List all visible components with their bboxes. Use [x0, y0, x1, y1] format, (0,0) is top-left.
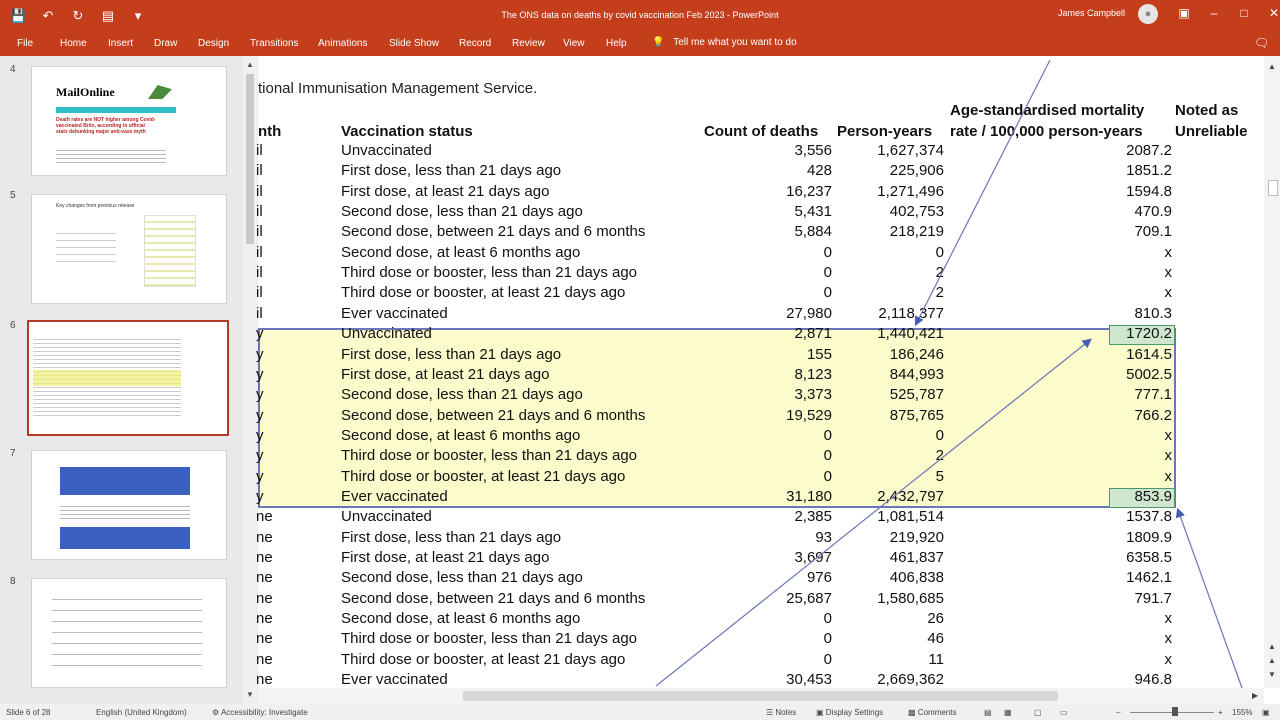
cell-deaths: 976	[806, 569, 832, 587]
comments-label: Comments	[917, 708, 957, 717]
cell-month: ne	[256, 528, 273, 546]
cell-person-years: 461,837	[889, 549, 944, 566]
arrow-line	[1178, 510, 1242, 688]
scroll-thumb[interactable]	[246, 74, 254, 244]
window-controls	[1176, 6, 1282, 20]
cell-month: il	[256, 264, 263, 282]
cell-rate: 2087.2	[1126, 142, 1172, 159]
header-vaccination-status: Vaccination status	[341, 123, 473, 140]
slide-thumbnail-pane	[0, 56, 258, 704]
comments-icon: ▩	[908, 708, 916, 717]
thumb-number: 7	[10, 448, 16, 459]
cell-deaths: 155	[806, 345, 832, 363]
notes-button[interactable]	[766, 708, 796, 717]
zoom-level[interactable]: 155%	[1232, 708, 1253, 717]
cell-deaths: 8,123	[794, 365, 832, 383]
cell-person-years: 0	[935, 426, 944, 444]
cell-rate: x	[1164, 264, 1172, 282]
cell-month: y	[256, 487, 264, 505]
cell-month: il	[256, 304, 263, 322]
thumb-text-lines	[52, 589, 202, 669]
close-icon[interactable]: ✕	[1268, 6, 1280, 20]
cell-status: First dose, less than 21 days ago	[341, 528, 562, 546]
cell-deaths: 0	[823, 243, 832, 261]
cell-person-years: 2,432,797	[877, 487, 944, 505]
cell-month: y	[256, 325, 264, 343]
zoom-in-icon[interactable]: +	[1218, 708, 1223, 717]
cell-deaths: 2,385	[794, 508, 832, 526]
cell-rate: 1809.9	[1126, 528, 1172, 546]
cell-rate: 766.2	[1134, 406, 1172, 424]
cell-month: y	[256, 426, 264, 444]
tab-home[interactable]: Home	[60, 38, 87, 49]
slide-canvas[interactable]	[258, 56, 1264, 688]
cell-person-years: 2	[935, 264, 944, 282]
cell-month: ne	[256, 610, 273, 628]
cell-person-years: 1,081,514	[877, 508, 944, 526]
tab-review[interactable]: Review	[512, 38, 545, 49]
restore-icon[interactable]: □	[1240, 6, 1248, 20]
cell-rate: 1614.5	[1126, 345, 1172, 363]
header-rate-line2: rate / 100,000 person-years	[950, 123, 1143, 140]
cell-rate: 1594.8	[1126, 182, 1172, 200]
leaf-graphic	[148, 85, 172, 99]
cell-person-years: 1,580,685	[877, 589, 944, 607]
header-rate-line1: Age-standardised mortality	[950, 102, 1145, 119]
cell-deaths: 0	[823, 264, 832, 282]
arrow-line	[656, 340, 1090, 689]
zoom-out-icon[interactable]: –	[1116, 708, 1121, 717]
notes-label: Notes	[775, 708, 797, 717]
slide-thumbnail-5[interactable]	[31, 194, 227, 304]
cell-rate: 1720.2	[1126, 325, 1172, 343]
thumb-heading: Key changes from previous release	[56, 203, 135, 209]
cell-month: y	[256, 467, 264, 485]
cell-month: y	[256, 365, 264, 383]
cell-status: Second dose, between 21 days and 6 months	[341, 406, 646, 424]
cell-deaths: 0	[823, 467, 832, 485]
comment-icon[interactable]: 🗨	[1254, 36, 1270, 50]
cell-month: ne	[256, 508, 273, 526]
scroll-right-icon[interactable]: ▶	[1252, 691, 1259, 700]
cell-status: Unvaccinated	[341, 142, 432, 159]
cell-status: Ever vaccinated	[341, 487, 448, 505]
header-noted-line2: Unreliable	[1175, 123, 1248, 140]
cell-deaths: 19,529	[786, 406, 832, 424]
cell-status: Second dose, between 21 days and 6 months	[341, 223, 646, 241]
cell-rate: x	[1164, 467, 1172, 485]
scroll-up-icon[interactable]: ▲	[1268, 62, 1276, 71]
cell-rate: 6358.5	[1126, 549, 1172, 566]
cell-status: Second dose, at least 6 months ago	[341, 610, 581, 628]
cell-person-years: 0	[935, 243, 944, 261]
cell-deaths: 31,180	[786, 487, 832, 505]
cell-month: ne	[256, 549, 273, 566]
slide-thumbnail-8[interactable]	[31, 578, 227, 688]
cell-person-years: 402,753	[889, 203, 944, 221]
window-title: The ONS data on deaths by covid vaccination Feb 2023 - PowerPoint	[501, 10, 779, 20]
cell-deaths: 27,980	[786, 304, 832, 322]
cell-month: il	[256, 203, 263, 221]
reading-view-icon[interactable]: ▢	[1034, 708, 1042, 717]
cell-month: y	[256, 345, 264, 363]
cell-deaths: 3,556	[794, 142, 832, 159]
cell-month: il	[256, 223, 263, 241]
cell-rate: x	[1164, 650, 1172, 668]
cell-deaths: 5,431	[794, 203, 832, 221]
cell-month: il	[256, 243, 263, 261]
cell-rate: 853.9	[1134, 487, 1172, 505]
slide-thumbnail-7[interactable]	[31, 450, 227, 560]
thumb-number: 4	[10, 64, 16, 75]
thumb-highlight	[33, 370, 181, 386]
normal-view-icon[interactable]: ▤	[984, 708, 992, 717]
cell-rate: x	[1164, 243, 1172, 261]
tell-me-label: Tell me what you want to do	[673, 37, 797, 48]
cell-month: il	[256, 142, 263, 159]
cell-status: Second dose, at least 6 months ago	[341, 243, 581, 261]
cell-deaths: 16,237	[786, 182, 832, 200]
thumb-table	[144, 215, 196, 287]
cell-status: Third dose or booster, at least 21 days ago	[341, 284, 626, 302]
thumb-table-blue-2	[60, 527, 190, 549]
cell-status: Third dose or booster, less than 21 days ago	[341, 630, 638, 648]
tab-insert[interactable]: Insert	[108, 38, 134, 49]
cell-deaths: 3,373	[794, 386, 832, 404]
cell-month: ne	[256, 671, 273, 689]
status-bar	[0, 704, 1280, 720]
display-settings-button[interactable]	[816, 708, 883, 717]
ribbon-tabs	[0, 32, 1280, 56]
cell-deaths: 30,453	[786, 671, 832, 689]
zoom-slider-thumb[interactable]	[1172, 707, 1178, 716]
comments-button[interactable]	[908, 708, 956, 717]
slide-vertical-scrollbar[interactable]	[1264, 56, 1280, 688]
cell-status: Unvaccinated	[341, 508, 432, 526]
cell-person-years: 1,627,374	[877, 142, 944, 159]
cell-status: Third dose or booster, at least 21 days ago	[341, 650, 626, 668]
cell-deaths: 0	[823, 650, 832, 668]
cell-deaths: 0	[823, 447, 832, 465]
mailonline-logo: MailOnline	[56, 85, 115, 99]
user-name[interactable]: James Campbell	[1058, 8, 1126, 18]
cell-status: Ever vaccinated	[341, 304, 448, 322]
slide-subtitle: tional Immunisation Management Service.	[258, 80, 538, 97]
cell-status: Second dose, between 21 days and 6 months	[341, 589, 646, 607]
tab-design[interactable]: Design	[198, 38, 230, 49]
cell-rate: 791.7	[1134, 589, 1172, 607]
thumbnail-scrollbar[interactable]	[243, 56, 257, 704]
cell-person-years: 2	[935, 284, 944, 302]
cell-deaths: 428	[806, 162, 832, 180]
thumb-table-blue	[60, 467, 190, 495]
cell-deaths: 0	[823, 426, 832, 444]
header-noted-line1: Noted as	[1175, 102, 1239, 119]
slide-counter: Slide 6 of 28	[6, 708, 51, 717]
cell-deaths: 0	[823, 630, 832, 648]
minimize-icon[interactable]: –	[1210, 6, 1218, 20]
cell-person-years: 2,118,377	[878, 304, 944, 322]
slide-sorter-icon[interactable]: ▦	[1004, 708, 1012, 717]
cell-month: il	[256, 182, 263, 200]
slideshow-view-icon[interactable]: ▭	[1060, 708, 1068, 717]
thumb-text-lines	[56, 147, 166, 165]
header-count-of-deaths: Count of deaths	[704, 123, 819, 140]
notes-icon: ☰	[766, 708, 774, 717]
tab-animations[interactable]: Animations	[318, 38, 368, 49]
annotation-arrows	[258, 56, 1264, 688]
cell-rate: x	[1164, 630, 1172, 648]
cell-deaths: 2,871	[794, 325, 832, 343]
cell-person-years: 186,246	[889, 345, 944, 363]
cell-person-years: 525,787	[889, 386, 944, 404]
cell-month: il	[256, 162, 263, 180]
cell-rate: 1462.1	[1126, 569, 1172, 587]
thumb-number: 8	[10, 576, 16, 587]
cell-person-years: 5	[935, 467, 944, 485]
tab-help[interactable]: Help	[606, 38, 627, 49]
ribbon-display-icon[interactable]: ▣	[1178, 6, 1190, 20]
cell-person-years: 46	[927, 630, 944, 648]
cell-month: y	[256, 406, 264, 424]
cell-status: Third dose or booster, less than 21 days ago	[341, 447, 638, 465]
cell-person-years: 1,440,421	[877, 325, 944, 343]
tab-view[interactable]: View	[563, 38, 585, 49]
tab-transitions[interactable]: Transitions	[250, 38, 299, 49]
cell-person-years: 225,906	[889, 162, 944, 180]
accessibility-label: Accessibility: Investigate	[220, 708, 308, 717]
tab-file[interactable]: File	[17, 38, 34, 49]
cell-status: First dose, at least 21 days ago	[341, 365, 550, 383]
cell-person-years: 406,838	[889, 569, 944, 587]
cell-deaths: 0	[823, 610, 832, 628]
slide-thumbnail-6-selected[interactable]	[27, 320, 229, 436]
tell-me-search[interactable]	[652, 37, 797, 48]
thumb-number: 5	[10, 190, 16, 201]
prev-slide-icon[interactable]: ▲	[1268, 656, 1276, 665]
scroll-down-icon[interactable]: ▼	[246, 690, 254, 699]
header-person-years: Person-years	[837, 123, 933, 140]
next-slide-icon[interactable]: ▼	[1268, 670, 1276, 679]
cell-person-years: 11	[928, 650, 944, 668]
cell-status: Second dose, at least 6 months ago	[341, 426, 581, 444]
slide-thumbnail-4[interactable]	[31, 66, 227, 176]
language-indicator[interactable]: English (United Kingdom)	[96, 708, 187, 717]
cell-person-years: 875,765	[889, 406, 944, 424]
thumb-headline: Death rates are NOT higher among Covid-vaccinated Brits, according to official stats debunking major anti-vaxx myth	[56, 117, 156, 135]
cell-rate: 470.9	[1134, 203, 1172, 221]
redo-icon[interactable]: ↻	[72, 8, 84, 23]
cell-deaths: 3,697	[794, 549, 832, 566]
cell-month: ne	[256, 569, 273, 587]
tab-slide-show[interactable]: Slide Show	[389, 38, 440, 49]
accessibility-status[interactable]	[212, 708, 308, 717]
present-icon[interactable]: ▤	[101, 8, 115, 23]
display-label: Display Settings	[825, 708, 884, 717]
cell-month: y	[256, 447, 264, 465]
cell-rate: 5002.5	[1126, 365, 1172, 383]
cell-month: il	[256, 284, 263, 302]
undo-icon[interactable]: ↶	[42, 8, 54, 23]
fit-slide-icon[interactable]: ▣	[1262, 708, 1270, 717]
cell-rate: 777.1	[1134, 386, 1172, 404]
title-bar	[0, 0, 1280, 32]
cell-person-years: 218,219	[889, 223, 944, 241]
thumb-bar	[56, 107, 176, 113]
cell-status: Second dose, less than 21 days ago	[341, 569, 583, 587]
cell-rate: x	[1164, 610, 1172, 628]
arrow-line	[916, 60, 1050, 324]
scroll-up-icon[interactable]: ▲	[246, 60, 254, 69]
cell-status: Second dose, less than 21 days ago	[341, 203, 583, 221]
cell-person-years: 219,920	[889, 528, 944, 546]
cell-rate: x	[1164, 447, 1172, 465]
cell-month: ne	[256, 650, 273, 668]
cell-rate: 946.8	[1134, 671, 1172, 689]
scroll-up-icon[interactable]: ▲	[1268, 642, 1276, 651]
cell-deaths: 25,687	[786, 589, 832, 607]
cell-person-years: 26	[927, 610, 944, 628]
cell-status: First dose, at least 21 days ago	[341, 549, 550, 566]
customize-icon[interactable]: ▾	[134, 8, 142, 23]
cell-rate: x	[1164, 426, 1172, 444]
cell-person-years: 844,993	[889, 365, 944, 383]
tab-record[interactable]: Record	[459, 38, 492, 49]
display-icon: ▣	[816, 708, 824, 717]
save-icon[interactable]: 💾	[10, 8, 27, 23]
cell-deaths: 5,884	[794, 223, 832, 241]
cell-status: Third dose or booster, less than 21 days ago	[341, 264, 638, 282]
cell-status: Unvaccinated	[341, 325, 432, 343]
lightbulb-icon: 💡	[652, 37, 665, 48]
scroll-thumb[interactable]	[463, 691, 1058, 701]
cell-status: Ever vaccinated	[341, 671, 448, 689]
scroll-thumb[interactable]	[1268, 180, 1278, 196]
cell-month: ne	[256, 589, 273, 607]
cell-status: Third dose or booster, at least 21 days ago	[341, 467, 626, 485]
cell-person-years: 1,271,496	[877, 182, 944, 200]
cell-status: Second dose, less than 21 days ago	[341, 386, 583, 404]
cell-person-years: 2	[935, 447, 944, 465]
tab-draw[interactable]: Draw	[154, 38, 178, 49]
cell-rate: x	[1164, 284, 1172, 302]
cell-rate: 709.1	[1134, 223, 1172, 241]
thumb-text-lines	[60, 503, 190, 519]
cell-status: First dose, less than 21 days ago	[341, 345, 562, 363]
cell-person-years: 2,669,362	[877, 671, 944, 689]
header-month: nth	[258, 123, 282, 140]
cell-status: First dose, at least 21 days ago	[341, 182, 550, 200]
cell-status: First dose, less than 21 days ago	[341, 162, 562, 180]
cell-rate: 810.3	[1134, 304, 1172, 322]
thumb-text-lines	[56, 227, 116, 267]
cell-rate: 1851.2	[1126, 162, 1172, 180]
avatar[interactable]: ●	[1138, 4, 1158, 24]
cell-rate: 1537.8	[1126, 508, 1172, 526]
accessibility-icon: ⚙	[212, 708, 220, 717]
cell-month: y	[256, 386, 264, 404]
thumb-number: 6	[10, 320, 16, 331]
slide-horizontal-scrollbar[interactable]	[258, 688, 1264, 704]
cell-deaths: 0	[823, 284, 832, 302]
cell-deaths: 93	[815, 528, 832, 546]
cell-month: ne	[256, 630, 273, 648]
